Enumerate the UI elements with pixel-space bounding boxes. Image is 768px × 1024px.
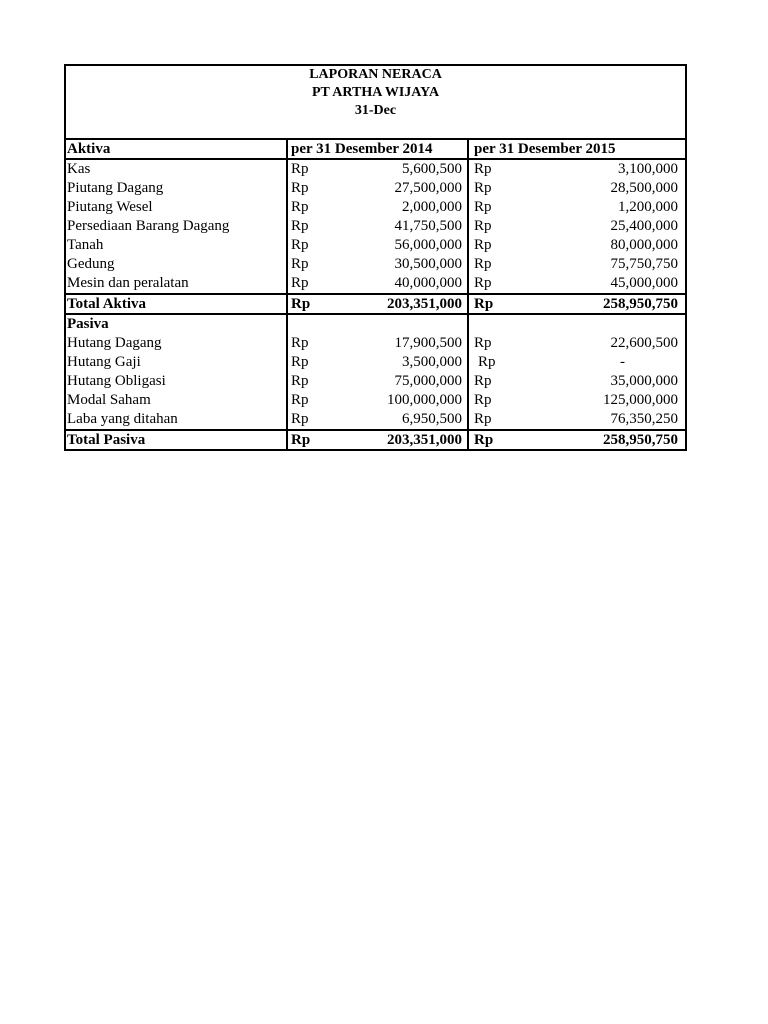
pasiva-line-item — [66, 372, 685, 391]
amount-2015: 1,200,000 — [618, 199, 678, 215]
line-item-label: Modal Saham — [67, 392, 151, 408]
amount-2015: 22,600,500 — [610, 335, 678, 351]
currency-label: Rp — [474, 256, 492, 272]
amount-2014: 6,950,500 — [402, 411, 462, 427]
line-item-label: Hutang Obligasi — [67, 373, 166, 389]
currency-label: Rp — [291, 275, 309, 291]
line-item-label: Gedung — [67, 256, 115, 272]
amount-2015: 45,000,000 — [610, 275, 678, 291]
amount-2014: 5,600,500 — [402, 161, 462, 177]
total-aktiva-2015-cell — [467, 295, 685, 313]
aktiva-line-item — [66, 179, 685, 198]
currency-label: Rp — [474, 180, 492, 196]
currency-label: Rp — [474, 218, 492, 234]
amount-2015: 25,400,000 — [610, 218, 678, 234]
line-item-label: Hutang Dagang — [67, 335, 162, 351]
currency-label: Rp — [474, 411, 492, 427]
aktiva-heading: Aktiva — [67, 141, 111, 157]
amount-2015: 3,100,000 — [618, 161, 678, 177]
pasiva-heading-row — [66, 315, 685, 334]
currency-label: Rp — [291, 237, 309, 253]
column-header-2014: per 31 Desember 2014 — [286, 140, 467, 158]
currency-label: Rp — [474, 335, 492, 351]
aktiva-line-item — [66, 255, 685, 274]
amount-2014: 75,000,000 — [394, 373, 462, 389]
amount-2015: 125,000,000 — [603, 392, 678, 408]
currency-label: Rp — [474, 237, 492, 253]
amount-2015: 76,350,250 — [610, 411, 678, 427]
amount-cell-2014 — [286, 391, 467, 410]
currency-label: Rp — [291, 180, 309, 196]
line-item-label: Piutang Dagang — [67, 180, 164, 196]
aktiva-line-item — [66, 217, 685, 236]
empty-cell — [467, 315, 685, 334]
currency-label: Rp — [474, 296, 494, 312]
amount-cell-2014 — [286, 372, 467, 391]
amount-cell-2015 — [467, 160, 685, 179]
amount-cell-2015 — [467, 391, 685, 410]
pasiva-line-item — [66, 353, 685, 372]
currency-label: Rp — [474, 161, 492, 177]
pasiva-items — [66, 334, 685, 429]
report-date: 31-Dec — [354, 103, 397, 118]
amount-cell-2014 — [286, 334, 467, 353]
amount-cell-2015 — [467, 410, 685, 429]
amount-cell-2015 — [467, 217, 685, 236]
currency-label: Rp — [291, 373, 309, 389]
empty-cell — [286, 315, 467, 334]
amount-cell-2014 — [286, 179, 467, 198]
total-aktiva-row — [66, 293, 685, 315]
aktiva-items — [66, 160, 685, 293]
amount-cell-2015 — [467, 372, 685, 391]
currency-label: Rp — [474, 275, 492, 291]
amount-2015: 80,000,000 — [610, 237, 678, 253]
total-aktiva-2015: 258,950,750 — [603, 296, 678, 312]
amount-cell-2015 — [467, 198, 685, 217]
currency-label: Rp — [291, 411, 309, 427]
amount-2015: - — [620, 354, 625, 370]
currency-label: Rp — [474, 199, 492, 215]
company-name: PT ARTHA WIJAYA — [311, 85, 440, 100]
column-header-row — [66, 140, 685, 160]
amount-2015: 35,000,000 — [610, 373, 678, 389]
amount-cell-2015 — [467, 274, 685, 293]
total-pasiva-2014: 203,351,000 — [387, 432, 462, 448]
amount-2014: 3,500,000 — [402, 354, 462, 370]
aktiva-line-item — [66, 160, 685, 179]
total-pasiva-row — [66, 429, 685, 449]
amount-2014: 41,750,500 — [394, 218, 462, 234]
amount-cell-2014 — [286, 410, 467, 429]
amount-2014: 27,500,000 — [394, 180, 462, 196]
currency-label: Rp — [291, 256, 309, 272]
currency-label: Rp — [474, 392, 492, 408]
amount-cell-2014 — [286, 255, 467, 274]
amount-cell-2015 — [467, 236, 685, 255]
currency-label: Rp — [291, 218, 309, 234]
balance-sheet-table — [64, 64, 687, 451]
amount-cell-2014 — [286, 274, 467, 293]
amount-cell-2014 — [286, 353, 467, 372]
amount-2015: 75,750,750 — [610, 256, 678, 272]
total-pasiva-2015-cell — [467, 431, 685, 449]
total-aktiva-label: Total Aktiva — [67, 296, 147, 312]
amount-2014: 30,500,000 — [394, 256, 462, 272]
total-pasiva-label: Total Pasiva — [67, 432, 146, 448]
aktiva-line-item — [66, 236, 685, 255]
amount-2014: 17,900,500 — [394, 335, 462, 351]
line-item-label: Tanah — [67, 237, 104, 253]
amount-2014: 40,000,000 — [394, 275, 462, 291]
aktiva-line-item — [66, 274, 685, 293]
pasiva-line-item — [66, 391, 685, 410]
amount-cell-2015 — [467, 179, 685, 198]
amount-2015: 28,500,000 — [610, 180, 678, 196]
line-item-label: Mesin dan peralatan — [67, 275, 189, 291]
currency-label: Rp — [478, 354, 496, 370]
line-item-label: Hutang Gaji — [67, 354, 141, 370]
line-item-label: Kas — [67, 161, 91, 177]
amount-cell-2014 — [286, 198, 467, 217]
line-item-label: Persediaan Barang Dagang — [67, 218, 230, 234]
amount-cell-2014 — [286, 160, 467, 179]
line-item-label: Piutang Wesel — [67, 199, 153, 215]
total-pasiva-2014-cell — [286, 431, 467, 449]
report-header — [66, 66, 685, 140]
total-aktiva-2014: 203,351,000 — [387, 296, 462, 312]
amount-cell-2014 — [286, 217, 467, 236]
currency-label: Rp — [291, 335, 309, 351]
report-title: LAPORAN NERACA — [309, 67, 442, 82]
currency-label: Rp — [291, 199, 309, 215]
amount-cell-2015 — [467, 353, 685, 372]
currency-label: Rp — [474, 432, 494, 448]
total-aktiva-2014-cell — [286, 295, 467, 313]
currency-label: Rp — [291, 432, 311, 448]
column-header-2015: per 31 Desember 2015 — [467, 140, 685, 158]
currency-label: Rp — [291, 161, 309, 177]
amount-2014: 2,000,000 — [402, 199, 462, 215]
pasiva-heading: Pasiva — [67, 316, 109, 332]
line-item-label: Laba yang ditahan — [67, 411, 178, 427]
amount-cell-2014 — [286, 236, 467, 255]
amount-cell-2015 — [467, 255, 685, 274]
pasiva-line-item — [66, 334, 685, 353]
pasiva-line-item — [66, 410, 685, 429]
amount-2014: 56,000,000 — [394, 237, 462, 253]
aktiva-line-item — [66, 198, 685, 217]
currency-label: Rp — [291, 392, 309, 408]
total-pasiva-2015: 258,950,750 — [603, 432, 678, 448]
amount-2014: 100,000,000 — [387, 392, 462, 408]
currency-label: Rp — [291, 296, 311, 312]
currency-label: Rp — [291, 354, 309, 370]
amount-cell-2015 — [467, 334, 685, 353]
currency-label: Rp — [474, 373, 492, 389]
